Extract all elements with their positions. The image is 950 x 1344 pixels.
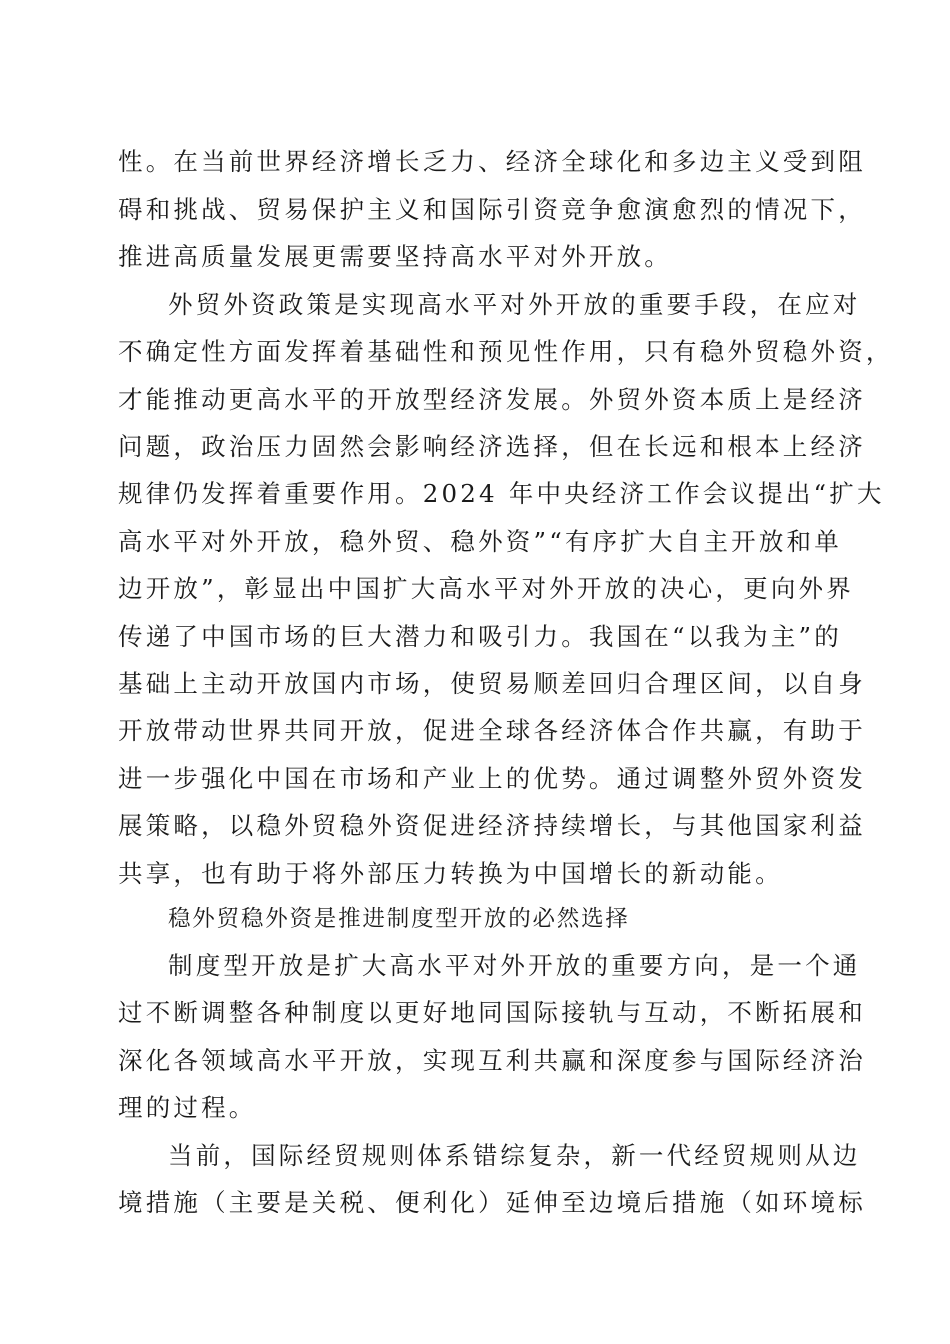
text-line: 高水平对外开放，稳外贸、稳外资”“有序扩大自主开放和单 bbox=[118, 527, 842, 556]
text-line: 深化各领域高水平开放，实现互利共赢和深度参与国际经济治 bbox=[118, 1046, 866, 1075]
text-line: 碍和挑战、贸易保护主义和国际引资竞争愈演愈烈的情况下， bbox=[118, 195, 866, 224]
text-line: 推进高质量发展更需要坚持高水平对外开放。 bbox=[118, 242, 672, 271]
section-heading: 稳外贸稳外资是推进制度型开放的必然选择 bbox=[168, 906, 630, 932]
paragraph-first-line: 当前，国际经贸规则体系错综复杂，新一代经贸规则从边 bbox=[168, 1141, 861, 1170]
text-line: 共享，也有助于将外部压力转换为中国增长的新动能。 bbox=[118, 859, 783, 888]
text-line: 基础上主动开放国内市场，使贸易顺差回归合理区间，以自身 bbox=[118, 669, 866, 698]
text-line: 开放带动世界共同开放，促进全球各经济体合作共赢，有助于 bbox=[118, 716, 866, 745]
text-line: 理的过程。 bbox=[118, 1093, 257, 1122]
paragraph-first-line: 制度型开放是扩大高水平对外开放的重要方向，是一个通 bbox=[168, 951, 861, 980]
paragraph-first-line: 外贸外资政策是实现高水平对外开放的重要手段，在应对 bbox=[168, 290, 861, 319]
text-line: 展策略，以稳外贸稳外资促进经济持续增长，与其他国家利益 bbox=[118, 811, 866, 840]
text-line: 境措施（主要是关税、便利化）延伸至边境后措施（如环境标 bbox=[118, 1188, 866, 1217]
text-line: 才能推动更高水平的开放型经济发展。外贸外资本质上是经济 bbox=[118, 385, 866, 414]
text-line: 问题，政治压力固然会影响经济选择，但在长远和根本上经济 bbox=[118, 432, 866, 461]
text-line: 进一步强化中国在市场和产业上的优势。通过调整外贸外资发 bbox=[118, 764, 866, 793]
text-line: 性。在当前世界经济增长乏力、经济全球化和多边主义受到阻 bbox=[118, 147, 866, 176]
text-line: 过不断调整各种制度以更好地同国际接轨与互动，不断拓展和 bbox=[118, 998, 866, 1027]
text-line: 规律仍发挥着重要作用。2024 年中央经济工作会议提出“扩大 bbox=[118, 479, 885, 508]
text-line: 不确定性方面发挥着基础性和预见性作用，只有稳外贸稳外资， bbox=[118, 337, 894, 366]
text-line: 传递了中国市场的巨大潜力和吸引力。我国在“以我为主”的 bbox=[118, 622, 842, 651]
text-line: 边开放”，彰显出中国扩大高水平对外开放的决心，更向外界 bbox=[118, 574, 854, 603]
